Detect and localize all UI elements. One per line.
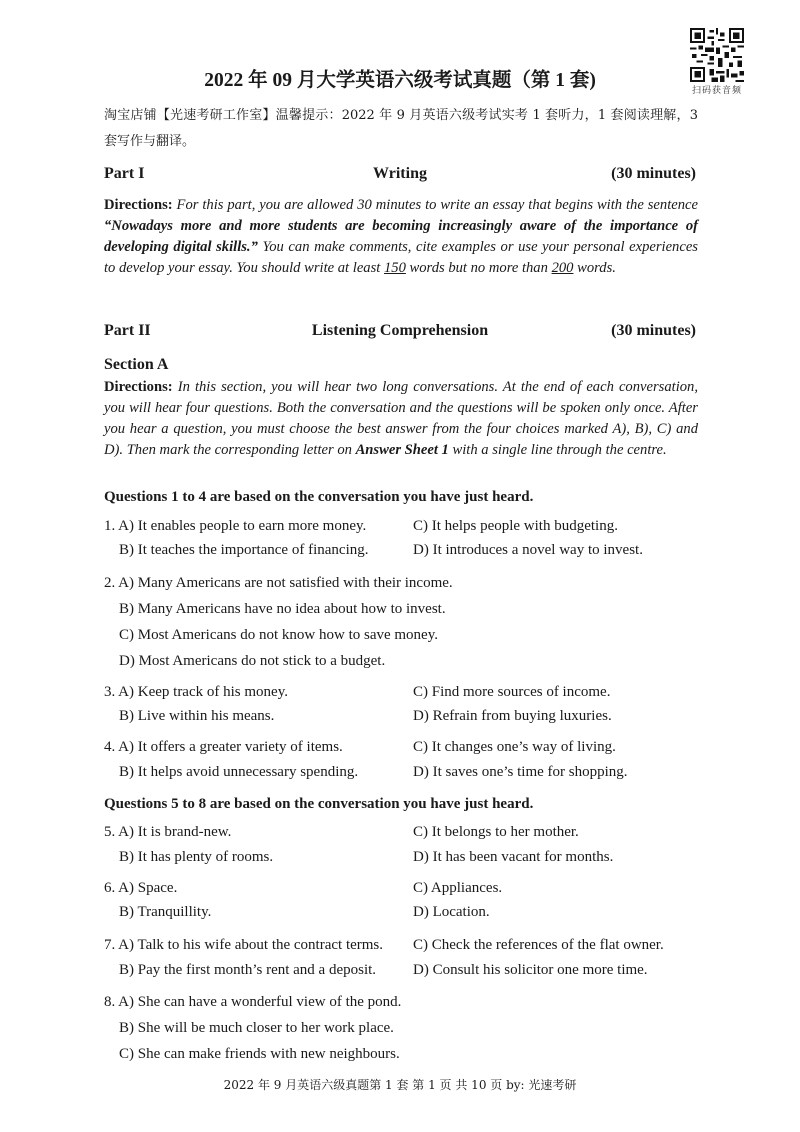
max-words: 200 [551, 260, 574, 276]
store-notice: 淘宝店铺【光速考研工作室】温馨提示：2022 年 9 月英语六级考试实考 1 套听力，1 套阅读理解，3 套写作与翻译。 [104, 108, 698, 149]
essay-prompt: “Nowadays more and more students are becoming increasingly aware of the importance of developing digital skills.” [104, 218, 698, 255]
q2-option-b: B) Many Americans have no idea about how to invest. [119, 601, 446, 617]
q4-option-b: B) It helps avoid unnecessary spending. [119, 764, 359, 780]
q6-option-c: C) Appliances. [413, 880, 503, 896]
q6-option-d: D) Location. [413, 904, 490, 920]
writing-text-1: For this part, you are allowed 30 minutes to write an essay that begins with the sentence [172, 197, 698, 213]
q2-option-a: 2. A) Many Americans are not satisfied with their income. [104, 575, 453, 591]
q1-option-c: C) It helps people with budgeting. [413, 518, 618, 534]
q2-option-d: D) Most Americans do not stick to a budget. [119, 653, 386, 669]
section-a-text-2: with a single line through the centre. [448, 442, 667, 458]
q1-option-b: B) It teaches the importance of financing. [119, 542, 369, 558]
writing-text-2: You can make comments, cite examples or use your personal experiences to develop your essay. You should write at least [104, 239, 698, 276]
q3-option-c: C) Find more sources of income. [413, 684, 611, 700]
question-group-2-header: Questions 5 to 8 are based on the conversation you have just heard. [104, 796, 534, 812]
q2-option-c: C) Most Americans do not know how to save money. [119, 627, 438, 643]
directions-label: Directions: [104, 197, 173, 213]
page-title: 2022 年 09 月大学英语六级考试真题（第 1 套) [204, 70, 596, 91]
part2-name: Listening Comprehension [311, 322, 489, 339]
part1-header [104, 165, 696, 187]
q7-option-c: C) Check the references of the flat owner. [413, 937, 664, 953]
q5-option-c: C) It belongs to her mother. [413, 824, 579, 840]
min-words: 150 [383, 260, 406, 276]
q7-option-a: 7. A) Talk to his wife about the contract terms. [104, 937, 384, 953]
q4-option-c: C) It changes one’s way of living. [413, 739, 616, 755]
q6-option-b: B) Tranquillity. [119, 904, 212, 920]
q5-option-a: 5. A) It is brand-new. [104, 824, 232, 840]
page-footer: 2022 年 9 月英语六级真题第 1 套 第 1 页 共 10 页 by: 光速考研 [223, 1078, 577, 1092]
q1-option-a: 1. A) It enables people to earn more money. [104, 518, 367, 534]
question-group-1-header: Questions 1 to 4 are based on the conversation you have just heard. [104, 489, 534, 505]
q8-option-c: C) She can make friends with new neighbours. [119, 1046, 400, 1062]
q8-option-b: B) She will be much closer to her work place. [119, 1020, 394, 1036]
section-a-directions [104, 377, 698, 461]
q7-option-d: D) Consult his solicitor one more time. [413, 962, 648, 978]
part1-name: Writing [373, 165, 427, 182]
answer-sheet-ref: Answer Sheet 1 [355, 442, 449, 458]
writing-text-4: words. [573, 260, 616, 276]
q3-option-a: 3. A) Keep track of his money. [104, 684, 288, 700]
qr-caption: 扫码获音频 [691, 86, 742, 96]
q4-option-a: 4. A) It offers a greater variety of items. [104, 739, 343, 755]
part2-label: Part II [104, 322, 151, 339]
writing-text-3: words but no more than [405, 260, 552, 276]
writing-directions [104, 195, 698, 279]
q6-option-a: 6. A) Space. [104, 880, 178, 896]
part2-header [104, 322, 696, 344]
q3-option-b: B) Live within his means. [119, 708, 275, 724]
q8-option-a: 8. A) She can have a wonderful view of the pond. [104, 994, 402, 1010]
part1-time: (30 minutes) [611, 165, 696, 182]
q1-option-d: D) It introduces a novel way to invest. [413, 542, 643, 558]
part2-time: (30 minutes) [611, 322, 696, 339]
q7-option-b: B) Pay the first month’s rent and a deposit. [119, 962, 377, 978]
part1-label: Part I [104, 165, 145, 182]
q4-option-d: D) It saves one’s time for shopping. [413, 764, 628, 780]
q5-option-b: B) It has plenty of rooms. [119, 849, 274, 865]
directions-label: Directions: [104, 379, 173, 395]
q3-option-d: D) Refrain from buying luxuries. [413, 708, 612, 724]
q5-option-d: D) It has been vacant for months. [413, 849, 614, 865]
section-a-text-1: In this section, you will hear two long conversations. At the end of each conversation, you will hear four questions. Both the conversation and the questions will be spoken only once. After you hear a question, you must choose the best answer from the four choices marked A), B), C) and D). Then mark the corresponding letter on [104, 379, 698, 458]
section-a-title: Section A [104, 356, 169, 373]
